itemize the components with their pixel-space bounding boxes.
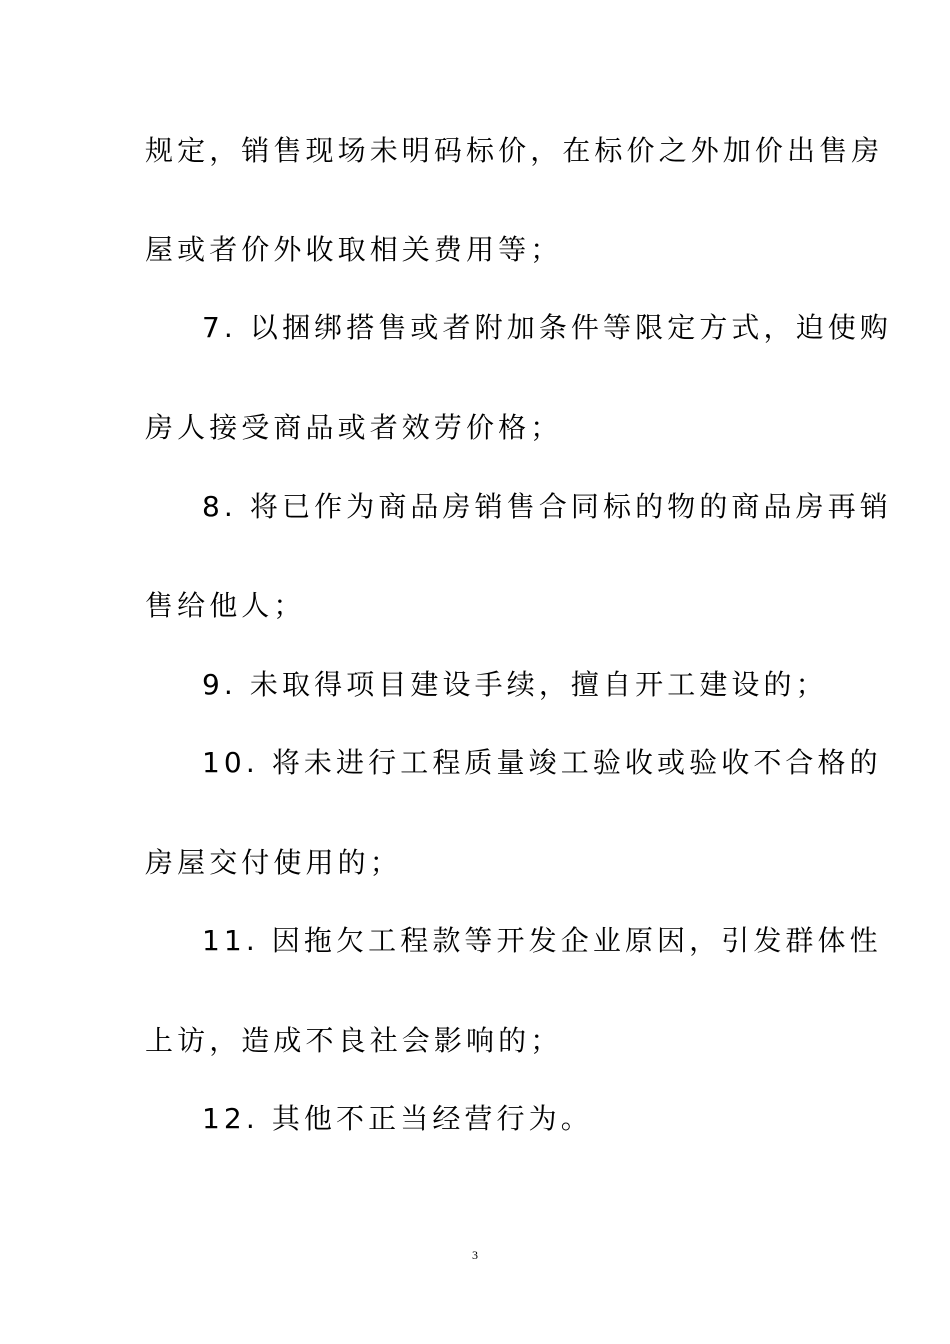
page-number: 3 bbox=[472, 1248, 478, 1262]
text-line-6: 售给他人； bbox=[145, 589, 306, 622]
text-line-2: 屋或者价外收取相关费用等； bbox=[145, 233, 563, 266]
list-item-8: 8. 将已作为商品房销售合同标的物的商品房再销 bbox=[202, 490, 892, 523]
list-item-11: 11. 因拖欠工程款等开发企业原因，引发群体性 bbox=[202, 924, 882, 957]
text-line-4: 房人接受商品或者效劳价格； bbox=[145, 411, 563, 444]
text-line-1: 规定，销售现场未明码标价，在标价之外加价出售房 bbox=[145, 134, 884, 167]
list-item-12: 12. 其他不正当经营行为。 bbox=[202, 1102, 593, 1135]
list-item-7: 7. 以捆绑搭售或者附加条件等限定方式，迫使购 bbox=[202, 311, 892, 344]
text-line-11: 上访，造成不良社会影响的； bbox=[145, 1024, 563, 1057]
list-item-9: 9. 未取得项目建设手续，擅自开工建设的； bbox=[202, 668, 828, 701]
text-line-9: 房屋交付使用的； bbox=[145, 846, 402, 879]
list-item-10: 10. 将未进行工程质量竣工验收或验收不合格的 bbox=[202, 746, 882, 779]
